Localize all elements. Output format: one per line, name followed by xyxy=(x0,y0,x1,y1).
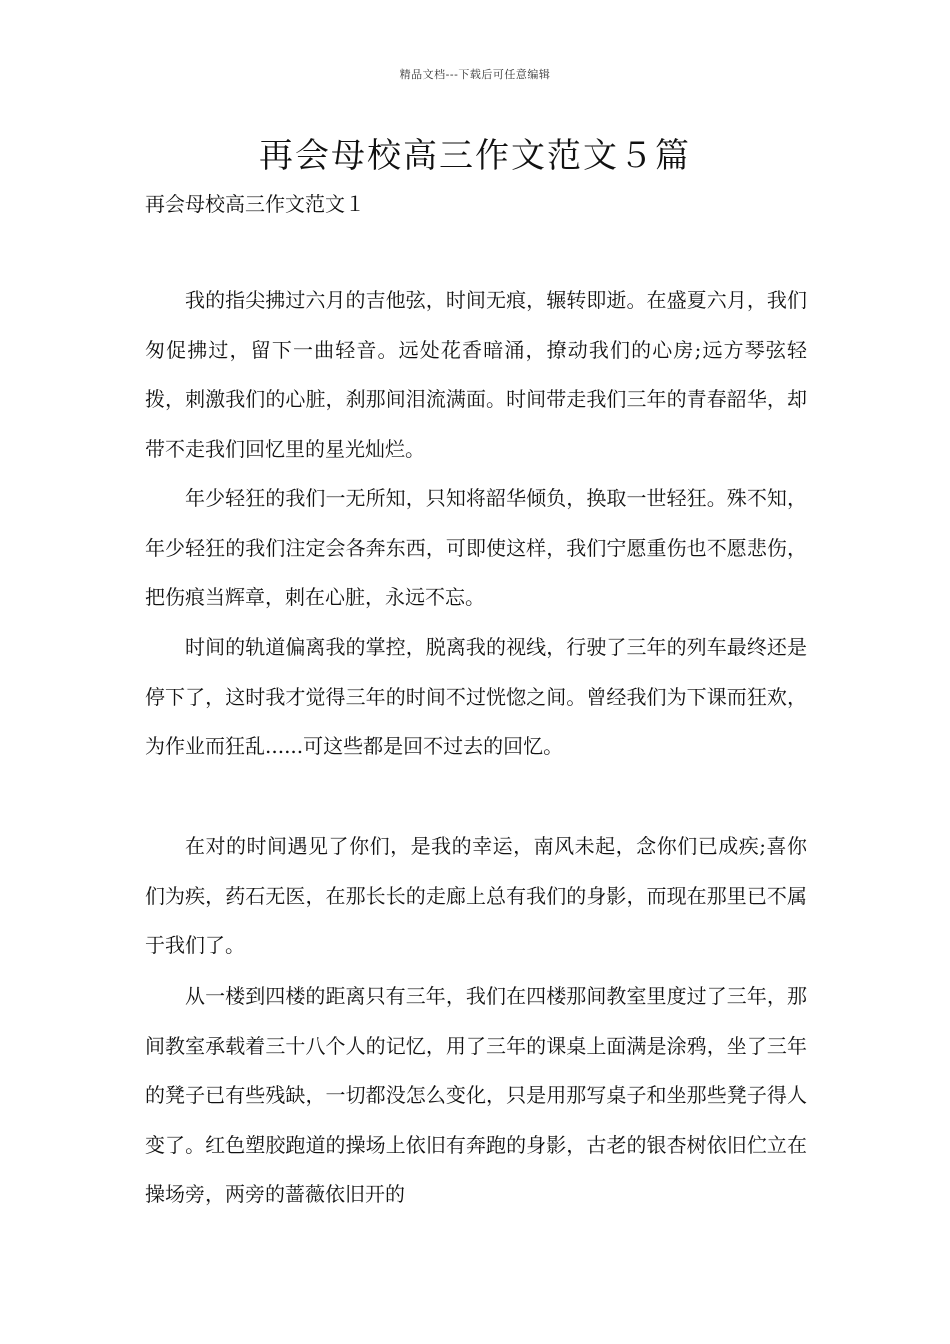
paragraph-3: 时间的轨道偏离我的掌控，脱离我的视线，行驶了三年的列车最终还是停下了，这时我才觉得三年的时间不过恍惚之间。曾经我们为下课而狂欢，为作业而狂乱......可这些都是回不过去的回忆。 xyxy=(145,635,807,758)
header-note: 精品文档---下载后可任意编辑 xyxy=(399,68,551,81)
paragraph-2: 年少轻狂的我们一无所知，只知将韶华倾负，换取一世轻狂。殊不知，年少轻狂的我们注定会各奔东西，可即使这样，我们宁愿重伤也不愿悲伤，把伤痕当辉章，刺在心脏，永远不忘。 xyxy=(145,486,807,609)
document-title: 再会母校高三作文范文５篇 xyxy=(259,136,691,176)
paragraph-1: 我的指尖拂过六月的吉他弦，时间无痕，辗转即逝。在盛夏六月，我们匆促拂过，留下一曲轻音。远处花香暗涌，撩动我们的心房;远方琴弦轻拨，刺激我们的心脏，刹那间泪流满面。时间带走我们三年的青春韶华，却带不走我们回忆里的星光灿烂。 xyxy=(145,288,807,461)
section-subtitle: 再会母校高三作文范文１ xyxy=(145,192,365,216)
paragraph-5: 从一楼到四楼的距离只有三年，我们在四楼那间教室里度过了三年，那间教室承载着三十八个人的记忆，用了三年的课桌上面满是涂鸦，坐了三年的凳子已有些残缺，一切都没怎么变化，只是用那写桌子和坐那些凳子得人变了。红色塑胶跑道的操场上依旧有奔跑的身影，古老的银杏树依旧伫立在操场旁，两旁的蔷薇依旧开的 xyxy=(145,984,807,1206)
paragraph-4: 在对的时间遇见了你们，是我的幸运，南风未起，念你们已成疾;喜你们为疾，药石无医，在那长长的走廊上总有我们的身影，而现在那里已不属于我们了。 xyxy=(145,834,807,957)
